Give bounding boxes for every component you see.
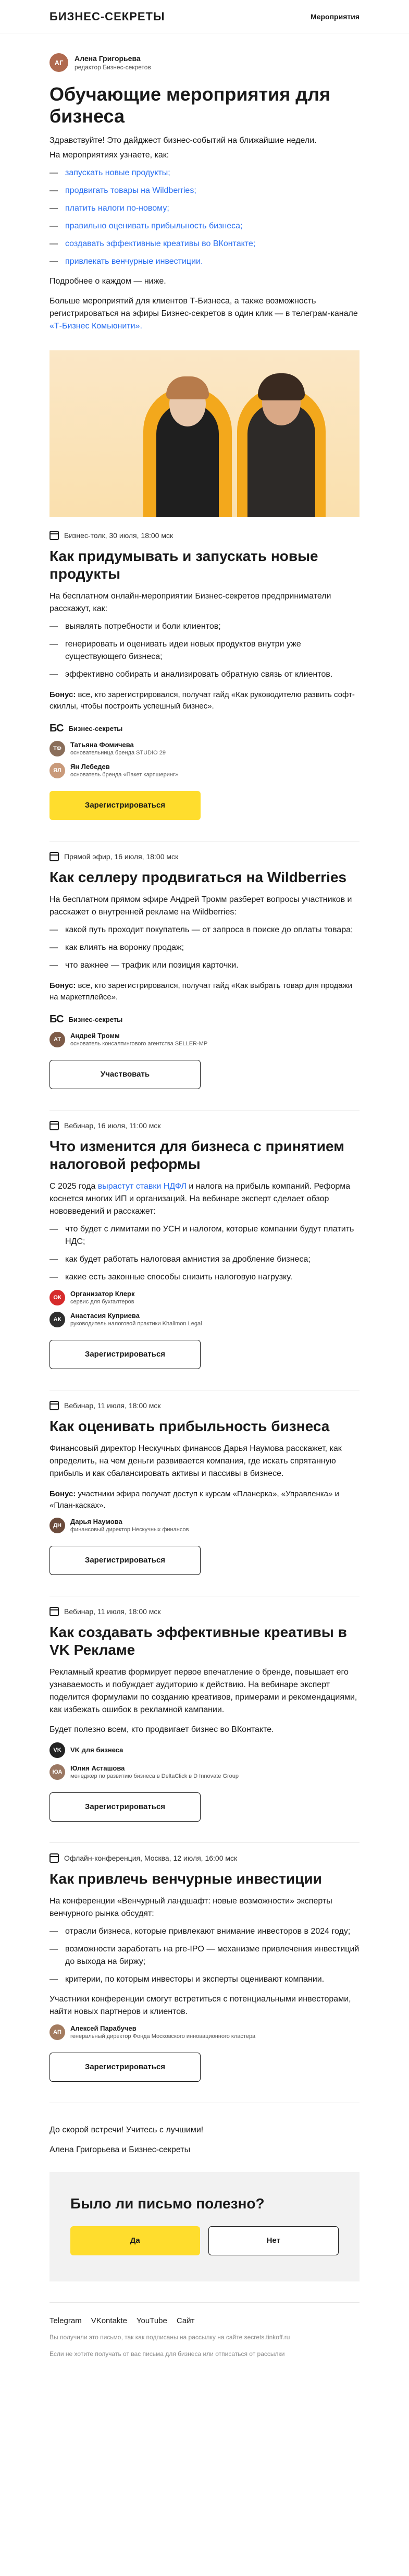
event-point-text: возможности заработать на pre-IPO — механизме привлечения инвестиций до выхода на биржу; xyxy=(65,1945,360,1966)
topic-item[interactable] xyxy=(49,167,360,179)
footer-fine-1: Вы получили это письмо, так как подписаны на рассылку на сайте secrets.tinkoff.ru xyxy=(49,2334,290,2341)
dash-icon: — xyxy=(49,925,58,934)
event-desc-2: Участники конференции смогут встретиться с потенциальными инвесторами, найти новых партнеров и клиентов. xyxy=(49,1995,351,2016)
speaker-name: Андрей Тромм xyxy=(70,1032,120,1040)
event-point-text: какие есть законные способы снизить налоговую нагрузку. xyxy=(65,1273,293,1281)
header xyxy=(0,0,409,33)
bs-logo-icon: БС xyxy=(49,723,64,734)
intro-more: Подробнее о каждом — ниже. xyxy=(49,277,166,286)
event-desc xyxy=(49,1180,360,1218)
topic-link[interactable]: платить налоги по-новому; xyxy=(65,204,169,213)
calendar-icon xyxy=(49,852,59,861)
bonus-text: участники эфира получат доступ к курсам «Планерка», «Управленка» и «План-касках». xyxy=(49,1490,339,1510)
speaker-role: основатель консалтингового агентства SELLER-MP xyxy=(70,1041,208,1047)
speaker xyxy=(49,1032,360,1047)
feedback-no-button[interactable]: Нет xyxy=(208,2226,339,2255)
speaker-role: сервис для бухгалтеров xyxy=(70,1299,134,1305)
speaker-name: Ян Лебедев xyxy=(70,763,110,771)
intro-lead-2: На мероприятиях узнаете, как: xyxy=(49,151,169,160)
topic-link[interactable]: привлекать венчурные инвестиции. xyxy=(65,257,203,266)
event-desc: На бесплатном прямом эфире Андрей Тромм разберет вопросы участников и расскажет о внутренней рекламе на Wildberries: xyxy=(49,895,352,917)
organizer-name: Бизнес-секреты xyxy=(68,725,123,732)
event-point xyxy=(49,959,360,972)
speaker xyxy=(49,1312,360,1327)
speaker-role: руководитель налоговой практики Khalimon Legal xyxy=(70,1321,202,1327)
social-links xyxy=(49,2316,360,2325)
event-title: Как привлечь венчурные инвестиции xyxy=(49,1871,322,1887)
dash-icon: — xyxy=(49,257,58,266)
topic-item[interactable] xyxy=(49,202,360,215)
feedback-yes-button[interactable]: Да xyxy=(70,2226,200,2255)
event-card xyxy=(49,1110,360,1369)
event-card xyxy=(49,1390,360,1575)
topic-item[interactable] xyxy=(49,255,360,268)
ndfl-link[interactable]: вырастут ставки НДФЛ xyxy=(97,1182,187,1191)
event-point-text: что важнее — трафик или позиция карточки. xyxy=(65,961,239,970)
bonus-label: Бонус: xyxy=(49,981,76,990)
event-point xyxy=(49,1253,360,1266)
speaker xyxy=(49,1764,360,1780)
event-desc-2: Будет полезно всем, кто продвигает бизнес во ВКонтакте. xyxy=(49,1725,274,1734)
event-title: Как селлеру продвигаться на Wildberries xyxy=(49,869,347,885)
feedback-title: Было ли письмо полезно? xyxy=(70,2195,265,2212)
speaker xyxy=(49,2024,360,2040)
dash-icon: — xyxy=(49,168,58,177)
event-desc: Финансовый директор Нескучных финансов Дарья Наумова расскажет, как определить, на чем деньги развивается компания, где искать спрятанную прибыль и как сбалансировать активы и пассивы в бизнесе. xyxy=(49,1444,342,1478)
speaker-role: менеджер по развитию бизнеса в DeltaClick в D Innovate Group xyxy=(70,1773,239,1779)
dash-icon: — xyxy=(49,670,58,679)
organizer-name: Бизнес-секреты xyxy=(68,1016,123,1023)
intro-lead: Здравствуйте! Это дайджест бизнес-событий на ближайшие недели. xyxy=(49,136,317,145)
event-card xyxy=(49,531,360,820)
event-point-text: критерии, по которым инвесторы и эксперты оценивают компании. xyxy=(65,1975,325,1984)
register-button[interactable]: Зарегистрироваться xyxy=(49,1340,201,1369)
register-button[interactable]: Зарегистрироваться xyxy=(49,791,201,820)
dash-icon: — xyxy=(49,1975,58,1984)
event-card xyxy=(49,1596,360,1822)
page-title: Обучающие мероприятия для бизнеса xyxy=(49,83,330,127)
dash-icon: — xyxy=(49,1273,58,1281)
event-title: Как создавать эффективные креативы в VK Рекламе xyxy=(49,1624,347,1658)
topic-link[interactable]: правильно оценивать прибыльность бизнеса; xyxy=(65,222,243,230)
speaker-avatar: ЮА xyxy=(49,1764,65,1780)
calendar-icon xyxy=(49,1121,59,1130)
hero-hair-right xyxy=(258,373,305,400)
author-role: редактор Бизнес-секретов xyxy=(75,64,151,71)
event-desc-post: и налога на прибыль компаний. Реформа коснется многих ИП и организаций. На вебинаре эксперт сделает обзор нововведений и расскажет: xyxy=(49,1182,351,1216)
speaker-avatar: ТФ xyxy=(49,741,65,756)
speaker xyxy=(49,763,360,778)
calendar-icon xyxy=(49,1607,59,1616)
speaker-avatar: ОК xyxy=(49,1290,65,1305)
closing-signature: Алена Григорьева и Бизнес-секреты xyxy=(49,2145,191,2154)
event-point xyxy=(49,638,360,663)
speaker-name: Юлия Асташова xyxy=(70,1764,125,1772)
speaker-avatar: АП xyxy=(49,2024,65,2040)
speaker-role: генеральный директор Фонда Московского инновационного кластера xyxy=(70,2033,256,2040)
event-card xyxy=(49,1842,360,2082)
topic-link[interactable]: создавать эффективные креативы во ВКонтакте; xyxy=(65,239,256,248)
speaker xyxy=(49,1742,360,1758)
organizer xyxy=(49,723,360,735)
event-meta-text: Вебинар, 16 июля, 11:00 мск xyxy=(64,1121,161,1130)
event-points xyxy=(49,924,360,972)
vkontakte-link[interactable]: VKontakte xyxy=(91,2316,127,2325)
event-points xyxy=(49,620,360,681)
event-point-text: отрасли бизнеса, которые привлекают внимание инвесторов в 2024 году; xyxy=(65,1927,351,1936)
dash-icon: — xyxy=(49,239,58,248)
telegram-link[interactable]: Telegram xyxy=(49,2316,82,2325)
event-point-text: выявлять потребности и боли клиентов; xyxy=(65,622,221,631)
event-meta-text: Вебинар, 11 июля, 18:00 мск xyxy=(64,1401,161,1410)
event-point xyxy=(49,1943,360,1968)
speaker-name: Татьяна Фомичева xyxy=(70,741,134,749)
speaker-name: VK для бизнеса xyxy=(70,1746,123,1754)
dash-icon: — xyxy=(49,640,58,649)
speaker-avatar: ДН xyxy=(49,1518,65,1533)
feedback-block xyxy=(49,2172,360,2281)
event-point-text: как будет работать налоговая амнистия за дробление бизнеса; xyxy=(65,1255,311,1264)
vk-logo-icon: VK xyxy=(49,1742,65,1758)
speaker-avatar: АК xyxy=(49,1312,65,1327)
event-desc: На конференции «Венчурный ландшафт: новые возможности» эксперты венчурного рынка обсудят: xyxy=(49,1897,332,1918)
event-point-text: генерировать и оценивать идеи новых продуктов внутри уже существующего бизнеса; xyxy=(65,640,301,661)
site-link[interactable]: Сайт xyxy=(176,2316,195,2325)
event-point-text: что будет с лимитами по УСН и налогом, которые компании будут платить НДС; xyxy=(65,1225,354,1246)
event-meta xyxy=(49,1401,360,1410)
speaker-name: Дарья Наумова xyxy=(70,1518,122,1525)
events-link[interactable]: Мероприятия xyxy=(311,12,360,21)
event-points xyxy=(49,1223,360,1284)
topic-item[interactable] xyxy=(49,220,360,233)
event-bonus xyxy=(49,689,360,712)
author-avatar: АГ xyxy=(49,53,68,72)
speaker xyxy=(49,1518,360,1533)
register-button[interactable]: Зарегистрироваться xyxy=(49,2053,201,2082)
community-link[interactable]: «Т-Бизнес Комьюнити». xyxy=(49,322,142,331)
event-point xyxy=(49,1973,360,1986)
speaker-name: Организатор Клерк xyxy=(70,1290,135,1298)
bonus-label: Бонус: xyxy=(49,1490,76,1498)
organizer xyxy=(49,1014,360,1025)
topic-item[interactable] xyxy=(49,185,360,197)
event-point-text: какой путь проходит покупатель — от запроса в поиске до оплаты товара; xyxy=(65,925,353,934)
calendar-icon xyxy=(49,531,59,540)
event-point xyxy=(49,668,360,681)
event-title: Что изменится для бизнеса с принятием налоговой реформы xyxy=(49,1138,344,1172)
event-meta-text: Бизнес-толк, 30 июля, 18:00 мск xyxy=(64,531,173,540)
speaker-role: финансовый директор Нескучных финансов xyxy=(70,1527,189,1533)
event-point-text: как влиять на воронку продаж; xyxy=(65,943,184,952)
feedback-buttons xyxy=(70,2226,339,2255)
topic-list xyxy=(49,167,360,268)
bonus-text: все, кто зарегистрировался, получат гайд «Как руководителю развить софт-скиллы, чтобы построить успешный бизнес». xyxy=(49,690,355,711)
speaker xyxy=(49,741,360,756)
closing-line: До скорой встречи! Учитесь с лучшими! xyxy=(49,2126,204,2134)
event-point xyxy=(49,942,360,954)
topic-item[interactable] xyxy=(49,238,360,250)
speaker-role: основательница бренда STUDIO 29 xyxy=(70,750,166,756)
dash-icon: — xyxy=(49,622,58,631)
event-desc: Рекламный креатив формирует первое впечатление о бренде, повышает его узнаваемость и побуждает аудиторию к действию. На вебинаре эксперт поделится формулами по созданию креативов, примерами и рекомендациями, как избежать ошибок в рекламной кампании. xyxy=(49,1668,357,1714)
dash-icon: — xyxy=(49,943,58,952)
dash-icon: — xyxy=(49,1927,58,1936)
event-point xyxy=(49,1223,360,1248)
event-meta xyxy=(49,852,360,861)
topic-link[interactable]: запускать новые продукты; xyxy=(65,168,170,177)
intro-extra xyxy=(49,295,360,333)
speaker-role: основатель бренда «Пакет карпшеринг» xyxy=(70,772,179,778)
dash-icon: — xyxy=(49,1945,58,1954)
dash-icon: — xyxy=(49,204,58,213)
event-meta xyxy=(49,1607,360,1616)
dash-icon: — xyxy=(49,961,58,970)
speaker xyxy=(49,1290,360,1305)
event-point xyxy=(49,1271,360,1284)
event-meta-text: Вебинар, 11 июля, 18:00 мск xyxy=(64,1607,161,1616)
event-meta-text: Прямой эфир, 16 июля, 18:00 мск xyxy=(64,852,179,861)
event-bonus xyxy=(49,1488,360,1511)
dash-icon: — xyxy=(49,1255,58,1264)
event-point xyxy=(49,924,360,936)
event-meta xyxy=(49,531,360,540)
event-points xyxy=(49,1925,360,1986)
event-point xyxy=(49,620,360,633)
dash-icon: — xyxy=(49,1225,58,1234)
calendar-icon xyxy=(49,1401,59,1410)
speaker-name: Алексей Парабучев xyxy=(70,2024,137,2032)
register-button[interactable]: Зарегистрироваться xyxy=(49,1546,201,1575)
speaker-avatar: ЯЛ xyxy=(49,763,65,778)
footer-fine-2[interactable]: Если не хотите получать от вас письма для бизнеса или отписаться от рассылки xyxy=(49,2350,285,2358)
dash-icon: — xyxy=(49,186,58,195)
logo[interactable]: БИЗНЕС-СЕКРЕТЫ xyxy=(49,9,165,23)
closing xyxy=(49,2103,360,2156)
speaker-avatar: АТ xyxy=(49,1032,65,1047)
event-meta-text: Офлайн-конференция, Москва, 12 июля, 16:00 мск xyxy=(64,1854,238,1862)
intro-extra-text: Больше мероприятий для клиентов Т-Бизнеса, а также возможность регистрироваться на эфиры Бизнес-секретов в один клик — в телеграм-канале xyxy=(49,297,358,318)
bs-logo-icon: БС xyxy=(49,1014,64,1025)
author-block xyxy=(49,53,360,72)
event-desc: На бесплатном онлайн-мероприятии Бизнес-секретов предприниматели расскажут, как: xyxy=(49,592,331,613)
speaker-name: Анастасия Куприева xyxy=(70,1312,140,1320)
dash-icon: — xyxy=(49,222,58,230)
event-meta xyxy=(49,1121,360,1130)
participate-button[interactable]: Участвовать xyxy=(49,1060,201,1089)
author-name: Алена Григорьева xyxy=(75,54,141,63)
register-button[interactable]: Зарегистрироваться xyxy=(49,1792,201,1822)
calendar-icon xyxy=(49,1853,59,1863)
event-point xyxy=(49,1925,360,1938)
hero-hair-left xyxy=(166,376,209,399)
bonus-label: Бонус: xyxy=(49,690,76,699)
event-bonus xyxy=(49,980,360,1003)
event-title: Как оценивать прибыльность бизнеса xyxy=(49,1418,330,1434)
footer xyxy=(49,2302,360,2359)
event-desc-pre: С 2025 года xyxy=(49,1182,96,1191)
event-meta xyxy=(49,1853,360,1863)
youtube-link[interactable]: YouTube xyxy=(136,2316,167,2325)
event-card xyxy=(49,841,360,1089)
topic-link[interactable]: продвигать товары на Wildberries; xyxy=(65,186,196,195)
event-title: Как придумывать и запускать новые продукты xyxy=(49,548,318,582)
event-point-text: эффективно собирать и анализировать обратную связь от клиентов. xyxy=(65,670,333,679)
hero-image xyxy=(49,350,360,517)
bonus-text: все, кто зарегистрировался, получат гайд «Как выбрать товар для продажи на маркетплейсе». xyxy=(49,981,353,1002)
